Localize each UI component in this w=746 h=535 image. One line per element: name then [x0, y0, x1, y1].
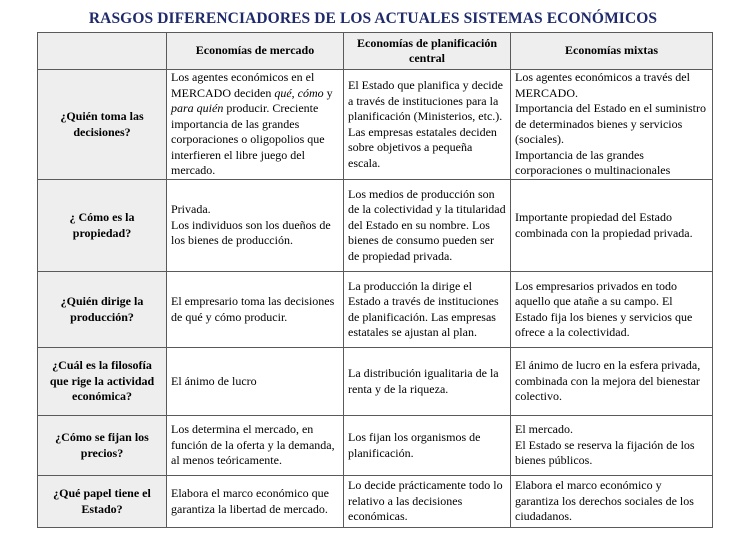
cell-mercado-estado: [167, 476, 344, 528]
cell-text: Lo decide prácticamente todo lo relativo a las decisiones económicas.: [348, 478, 503, 524]
row-header-propiedad: ¿ Cómo es la propiedad?: [38, 180, 167, 272]
table-row: [38, 476, 713, 528]
cell-mixtas-produccion: [511, 272, 713, 348]
cell-text: Los determina el mercado, en función de la oferta y la demanda, al menos teóricamente.: [171, 422, 335, 468]
cell-mixtas-decisiones: [511, 70, 713, 180]
table-row: [38, 416, 713, 476]
column-header-central: Economías de planificación central: [344, 33, 511, 70]
cell-text: Elabora el marco económico que garantiza la libertad de mercado.: [171, 486, 329, 516]
cell-text-italic: qué: [274, 85, 292, 100]
cell-text: La producción la dirige el Estado a través de instituciones de planificación. Las empresas estatales se ajustan al plan.: [348, 278, 499, 339]
cell-text: El Estado se reserva la fijación de los bienes públicos.: [515, 437, 695, 468]
cell-text: Elabora el marco económico y garantiza los derechos sociales de los ciudadanos.: [515, 478, 694, 524]
cell-central-produccion: [344, 272, 511, 348]
cell-central-precios: [344, 416, 511, 476]
cell-text: Los medios de producción son de la colectividad y la titularidad del Estado en su nombre. Los bienes de consumo pueden ser de propiedad privada.: [348, 186, 506, 263]
cell-text: Los agentes económicos a través del MERCADO.: [515, 70, 690, 100]
row-header-precios: ¿Cómo se fijan los precios?: [38, 416, 167, 476]
cell-text: Importante propiedad del Estado combinada con la propiedad privada.: [515, 210, 693, 240]
cell-central-decisiones: [344, 70, 511, 180]
column-header-mixtas: Economías mixtas: [511, 33, 713, 70]
cell-central-propiedad: [344, 180, 511, 272]
table-row: [38, 348, 713, 416]
cell-text: El ánimo de lucro en la esfera privada, combinada con la mejora del bienestar colectivo.: [515, 358, 701, 404]
table-row: [38, 70, 713, 180]
cell-text: Importancia del Estado en el suministro de determinados bienes y servicios (sociales).: [515, 101, 706, 147]
cell-text: producir. Creciente importancia de las grandes corporaciones o oligopolios que interfieren el libre juego del mercado.: [171, 101, 325, 178]
cell-mixtas-filosofia: [511, 348, 713, 416]
cell-text: ,: [291, 85, 298, 100]
cell-text: La distribución igualitaria de la renta y de la riqueza.: [348, 366, 499, 396]
corner-cell: [38, 33, 167, 70]
row-header-estado: ¿Qué papel tiene el Estado?: [38, 476, 167, 528]
cell-text: Los empresarios privados en todo aquello que atañe a su campo. El Estado fija los bienes y servicios que ofrece a la colectividad.: [515, 278, 693, 339]
comparison-table: [37, 32, 713, 528]
cell-text: El empresario toma las decisiones de qué y cómo producir.: [171, 294, 335, 324]
cell-mixtas-estado: [511, 476, 713, 528]
cell-text-italic: cómo: [297, 85, 324, 100]
cell-central-filosofia: [344, 348, 511, 416]
cell-text: Los individuos son los dueños de los bienes de producción.: [171, 217, 331, 248]
row-header-produccion: ¿Quién dirige la producción?: [38, 272, 167, 348]
cell-mercado-precios: [167, 416, 344, 476]
cell-central-estado: [344, 476, 511, 528]
cell-text: El Estado que planifica y decide a través de instituciones para la planificación (Ministerios, etc.). Las empresas estatales deciden sobre objetivos a pequeña escala.: [348, 78, 503, 170]
row-header-decisiones: ¿Quién toma las decisiones?: [38, 70, 167, 180]
cell-text: Privada.: [171, 202, 211, 217]
cell-text: Los agentes económicos en el MERCADO deciden: [171, 70, 315, 100]
cell-text: Los fijan los organismos de planificación.: [348, 430, 481, 460]
cell-mercado-decisiones: [167, 70, 344, 180]
cell-text: El ánimo de lucro: [171, 373, 257, 388]
cell-mercado-produccion: [167, 272, 344, 348]
cell-text: y: [323, 85, 333, 100]
cell-text: El mercado.: [515, 422, 573, 437]
table-row: [38, 272, 713, 348]
cell-text-italic: para quién: [171, 101, 224, 116]
cell-mercado-propiedad: [167, 180, 344, 272]
cell-mercado-filosofia: [167, 348, 344, 416]
cell-mixtas-propiedad: [511, 180, 713, 272]
row-header-filosofia: ¿Cuál es la filosofía que rige la actividad económica?: [38, 348, 167, 416]
header-row: [38, 33, 713, 70]
page-title: RASGOS DIFERENCIADORES DE LOS ACTUALES SISTEMAS ECONÓMICOS: [88, 10, 658, 27]
table-row: [38, 180, 713, 272]
cell-text: Importancia de las grandes corporaciones o multinacionales: [515, 147, 671, 178]
column-header-mercado: Economías de mercado: [167, 33, 344, 70]
cell-mixtas-precios: [511, 416, 713, 476]
